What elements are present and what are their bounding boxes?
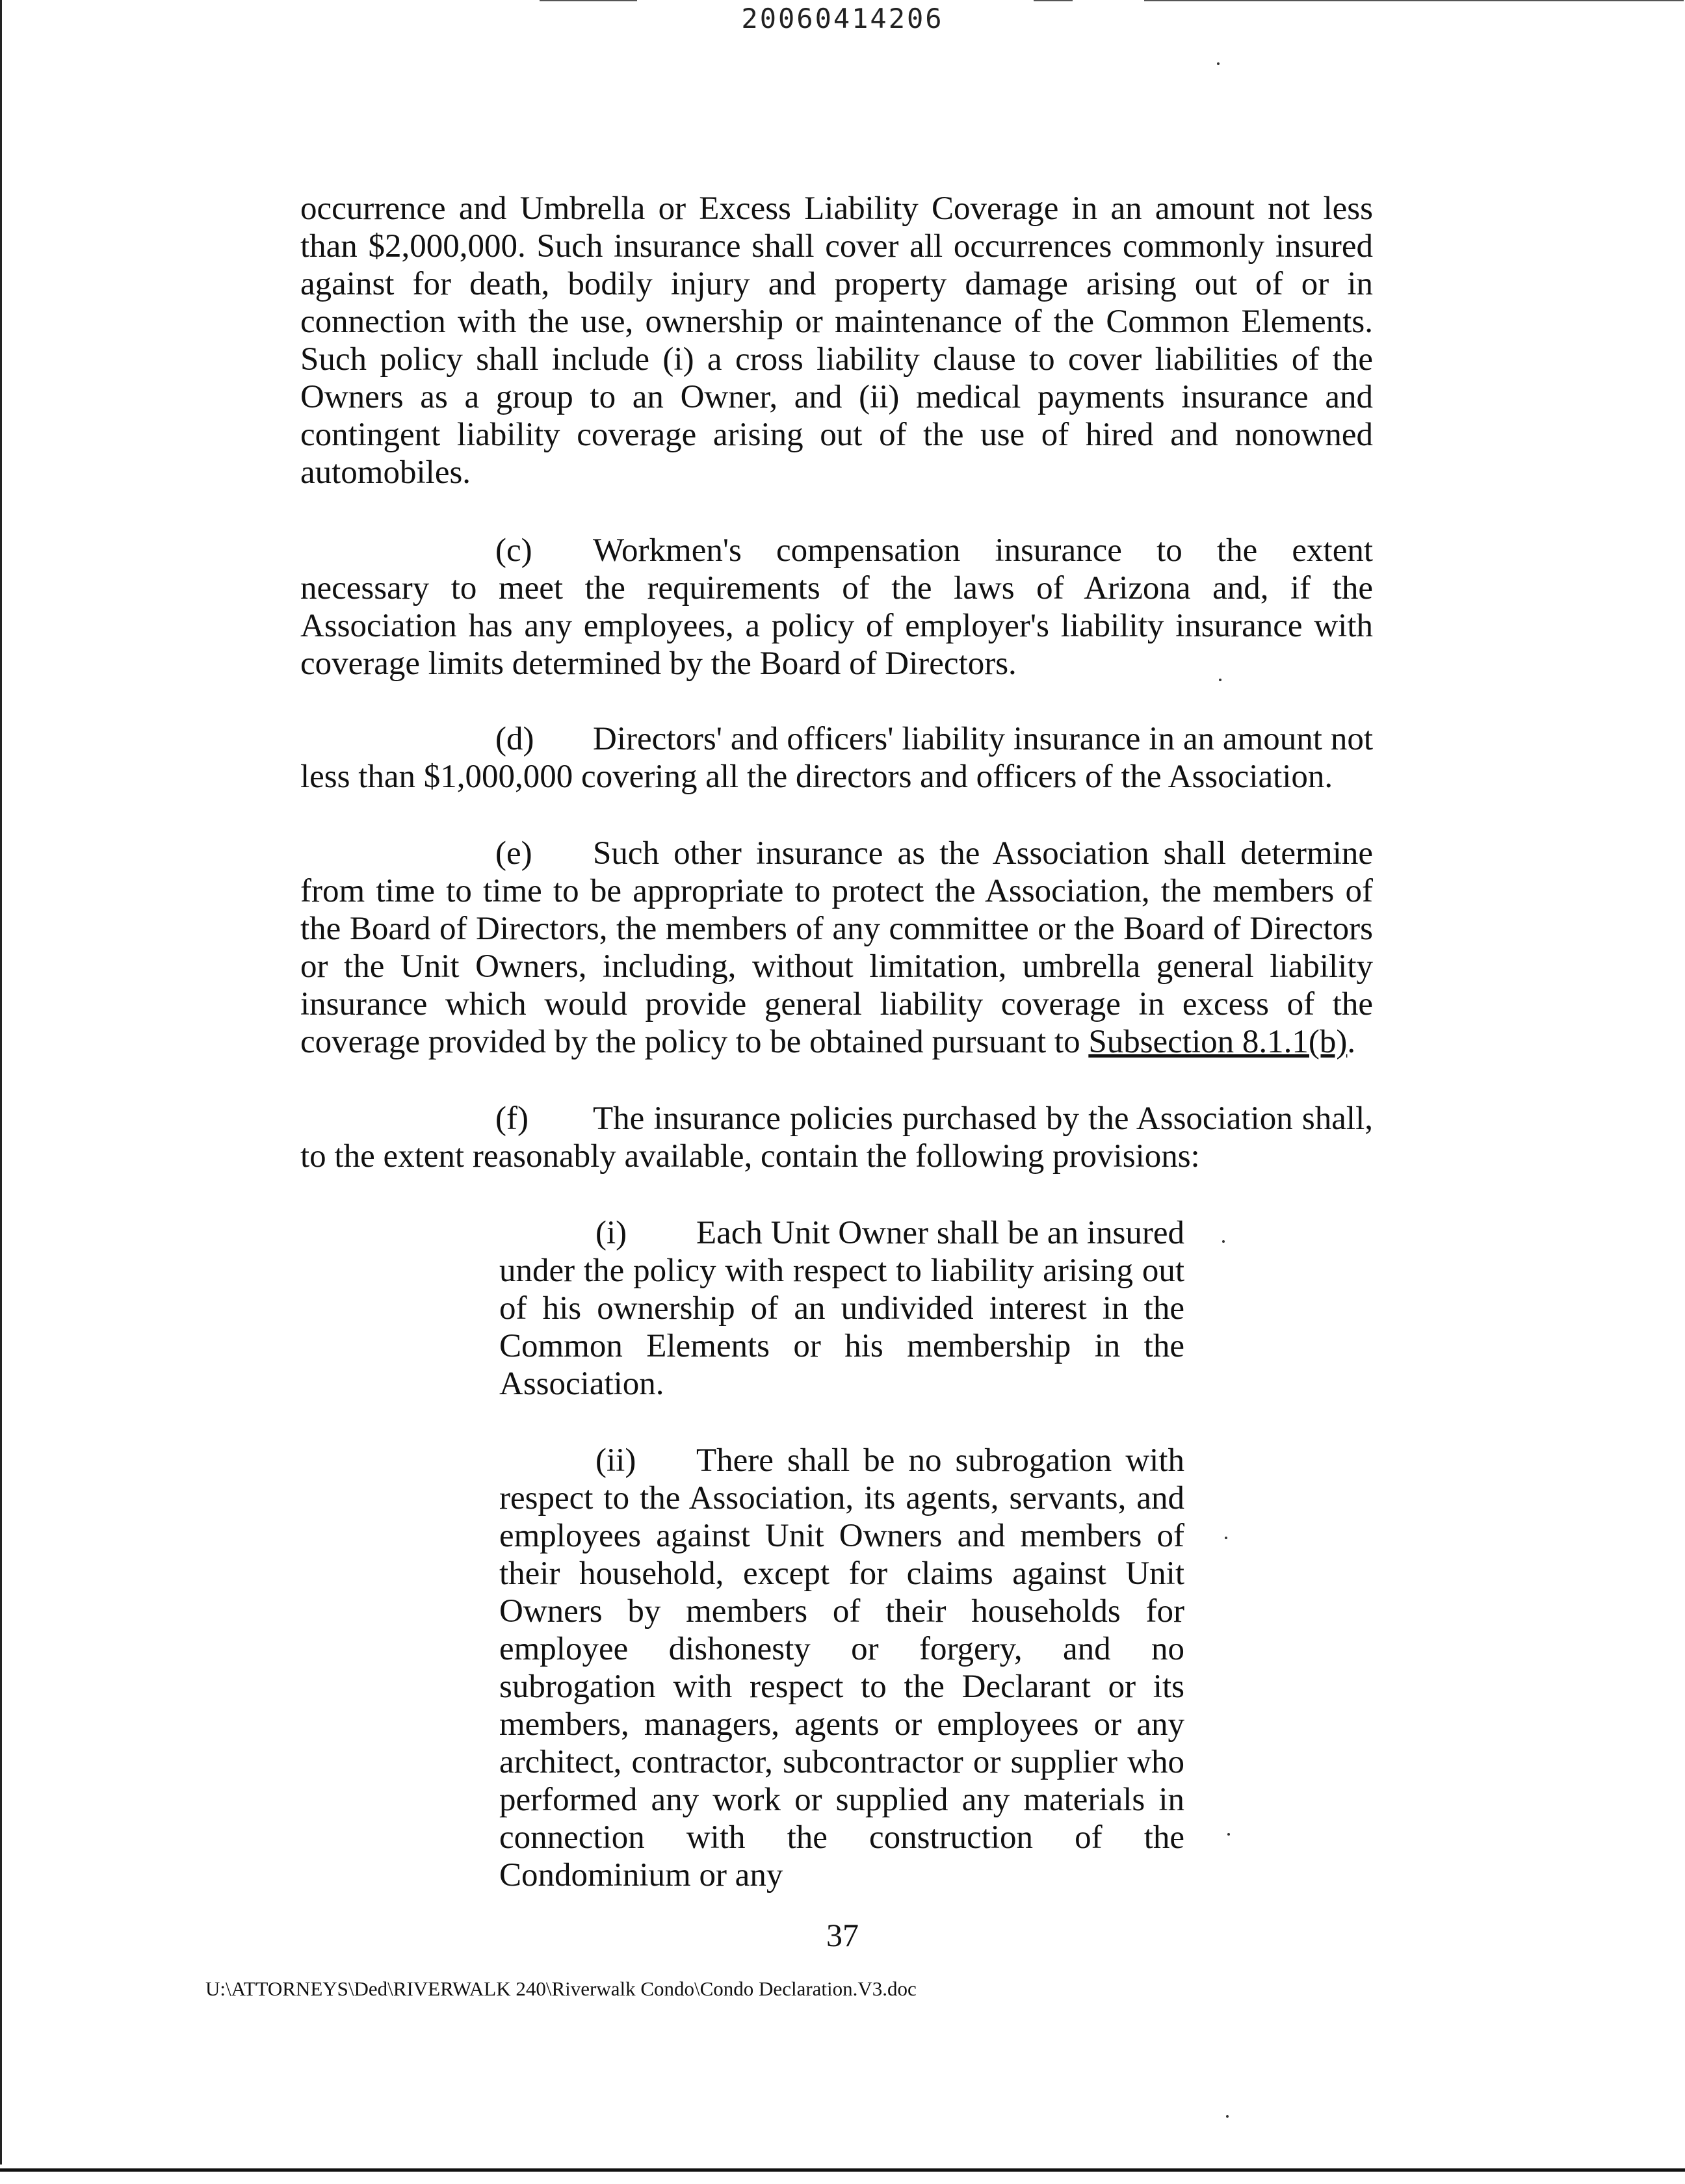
scan-bottom-edge — [0, 2168, 1685, 2172]
subparagraph-i-text: Each Unit Owner shall be an insured under the policy with respect to liability arising out of his ownership of an undivided interest in the Common Elements or his membership in the Association. — [499, 1215, 1184, 1402]
paragraph-c-label: (c) — [495, 532, 532, 569]
scan-left-edge — [0, 0, 2, 2164]
scan-top-mark — [1144, 0, 1684, 1]
scan-speck — [1217, 62, 1220, 65]
subparagraph-i-label: (i) — [595, 1215, 627, 1251]
paragraph-f-label: (f) — [495, 1100, 529, 1137]
paragraph-e-text: Such other insurance as the Association shall determine from time to time to be appropriate to protect the Association, the members of the Board of Directors, the members of any committee or the Board of Directors or the Unit Owners, including, without limitation, umbrella general liability insurance which would provide general liability coverage in excess of the coverage provided by the policy to be obtained pursuant to — [300, 835, 1373, 1060]
scan-speck — [1225, 1537, 1227, 1539]
paragraph-c — [300, 532, 1373, 682]
subparagraph-i — [499, 1214, 1184, 1403]
paragraph-c-text: Workmen's compensation insurance to the extent necessary to meet the requirements of the laws of Arizona and, if the Association has any employees, a policy of employer's liability insurance with coverage limits determined by the Board of Directors. — [300, 532, 1373, 682]
paragraph-d — [300, 720, 1373, 796]
subparagraph-ii-label: (ii) — [595, 1442, 636, 1479]
page-number: 37 — [826, 1917, 859, 1953]
paragraph-e — [300, 835, 1373, 1061]
scan-top-mark — [540, 0, 637, 1]
scan-speck — [1219, 679, 1221, 681]
scan-top-mark — [1034, 0, 1073, 1]
subparagraph-ii — [499, 1442, 1184, 1894]
paragraph-e-end: . — [1347, 1024, 1356, 1060]
scan-speck — [1226, 2115, 1229, 2118]
subparagraph-ii-text: There shall be no subrogation with respect to the Association, its agents, servants, and employees against Unit Owners and members of their household, except for claims against Unit Owners by members of their households for employee dishonesty or forgery, and no subrogation with respect to the Declarant or its members, managers, agents or employees or any architect, contractor, subcontractor or supplier who performed any work or supplied any materials in connection with the construction of the Condominium or any — [499, 1442, 1184, 1893]
paragraph-e-label: (e) — [495, 835, 532, 872]
paragraph-d-text: Directors' and officers' liability insurance in an amount not less than $1,000,000 covering all the directors and officers of the Association. — [300, 721, 1373, 795]
paragraph-d-label: (d) — [495, 721, 534, 757]
paragraph-continuation: occurrence and Umbrella or Excess Liability Coverage in an amount not less than $2,000,000. Such insurance shall cover all occurrences commonly insured against for death, bodily injury and property damage arising out of or in connection with the use, ownership or maintenance of the Common Elements. Such policy shall include (i) a cross liability clause to cover liabilities of the Owners as a group to an Owner, and (ii) medical payments insurance and contingent liability coverage arising out of the use of hired and nonowned automobiles. — [300, 190, 1373, 491]
paragraph-f — [300, 1100, 1373, 1175]
scan-speck — [1222, 1240, 1225, 1243]
footer-file-path: U:\ATTORNEYS\Ded\RIVERWALK 240\Riverwalk Condo\Condo Declaration.V3.doc — [205, 1977, 917, 2000]
scan-speck — [1227, 1833, 1230, 1836]
paragraph-f-text: The insurance policies purchased by the Association shall, to the extent reasonably available, contain the following provisions: — [300, 1100, 1373, 1175]
subsection-reference: Subsection 8.1.1(b) — [1088, 1024, 1348, 1060]
document-number: 20060414206 — [741, 3, 944, 34]
